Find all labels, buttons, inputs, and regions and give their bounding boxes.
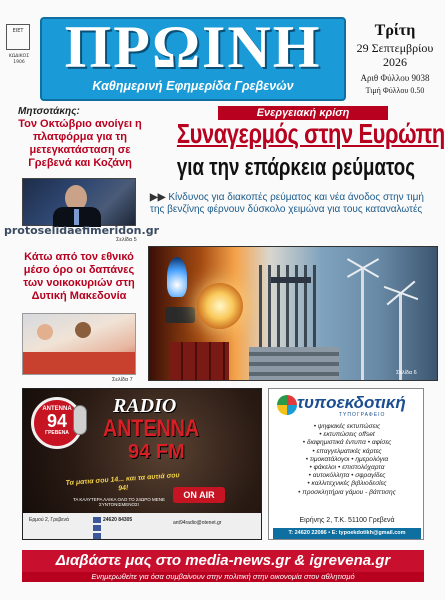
- main-page-ref: Σελίδα 6: [396, 370, 417, 376]
- main-headline[interactable]: [176, 118, 445, 150]
- badge-bottom-text: ΓΡΕΒΕΝΑ: [45, 430, 69, 436]
- printing-logo-icon: [277, 395, 297, 415]
- radio-address: Ερμού 2, Γρεβενά: [29, 517, 69, 523]
- service-item: • φάκελοι • επιστολόχαρτα: [309, 464, 385, 472]
- main-headline-text: Συναγερμός στην Ευρώπη: [176, 118, 445, 149]
- radio-phone: 24620 84305: [103, 517, 133, 523]
- radio-email: ant94radio@otenet.gr: [173, 520, 222, 526]
- masthead: [40, 14, 346, 101]
- oil-barrels: [169, 342, 229, 381]
- story1-kicker: Μητσοτάκης:: [18, 106, 80, 117]
- bottom-tagline: Ενημερωθείτε για όσα συμβαίνουν στην πολιτική στην οικονομία στον αθλητισμό: [22, 572, 424, 582]
- wind-turbine-icon: [361, 267, 364, 381]
- wind-turbine-icon: [399, 292, 402, 381]
- photo-child: [75, 322, 91, 338]
- service-item: • προσκλητήρια γάμου - βάπτισης: [298, 488, 396, 496]
- story2-photo: [22, 313, 136, 375]
- newspaper-subtitle: Καθημερινή Εφημερίδα Γρεβενών: [92, 79, 294, 93]
- main-photo-energy: [148, 246, 438, 381]
- story2-page-ref: Σελίδα 7: [112, 377, 133, 383]
- services-list: [269, 423, 424, 497]
- printing-house-ad[interactable]: [268, 388, 424, 540]
- service-item: • επαγγελματικές κάρτες: [312, 447, 382, 455]
- issue-number: Αριθ Φύλλου 9038: [360, 73, 430, 83]
- radio-slogan: Τα ματια σου 14... και τα αυτιά σου 94!: [65, 472, 180, 493]
- service-item: • εκτυπώσεις offset: [319, 431, 375, 439]
- service-item: • ψηφιακές εκτυπώσεις: [313, 423, 381, 430]
- website-banner[interactable]: Διαβάστε μας στο media-news.gr & igrevena.gr: [22, 550, 424, 572]
- pipelines: [249, 347, 339, 381]
- lightbulb-icon: [197, 283, 243, 329]
- microphone-icon: [73, 405, 87, 435]
- on-air-sign: ON AIR: [173, 487, 225, 503]
- story1-photo: [22, 178, 136, 226]
- date-label: 29 Σεπτεμβρίου 2026: [356, 41, 434, 69]
- main-kicker: Ενεργειακή κρίση: [218, 106, 388, 120]
- left-column: [18, 106, 142, 170]
- printing-address: Ειρήνης 2, Τ.Κ. 51100 Γρεβενά: [299, 517, 395, 524]
- service-item: • τιμοκατάλογοι • ημερολόγια: [305, 455, 389, 463]
- printing-logo-text: τυποεκδοτική: [297, 393, 406, 412]
- story1-page-ref: Σελίδα 5: [116, 237, 137, 243]
- photo-table: [23, 352, 136, 375]
- story2-headline[interactable]: Κάτω από τον εθνικό μέσο όρο οι δαπάνες των νοικοκυριών στη Δυτική Μακεδονία: [23, 251, 135, 302]
- photo-tie: [74, 209, 79, 225]
- lead-arrow-icon: ▶▶: [150, 192, 166, 203]
- service-item: • διαφημιστικά έντυπα • αφίσες: [302, 439, 392, 447]
- masthead-side-label: [4, 22, 34, 92]
- radio-word: RADIO: [113, 395, 177, 417]
- eiet-seal: ΕΙΕΤ: [6, 24, 30, 50]
- main-lead-text: Κίνδυνος για διακοπές ρεύματος και νέα άνοδος στην τιμή της βενζίνης φέρνουν δύσκολο χειμώνα για τους καταναλωτές: [150, 192, 424, 215]
- day-label: Τρίτη: [374, 22, 416, 39]
- photo-child: [37, 324, 53, 340]
- code-label: ΚΩΔΙΚΟΣ 1906: [8, 54, 30, 65]
- site-watermark: protoselidaefimeridon.gr: [4, 224, 159, 237]
- main-subheadline[interactable]: για την επάρκεια ρεύματος: [176, 154, 415, 181]
- radio-contact-strip: [23, 513, 262, 540]
- radio-antenna-ad[interactable]: [22, 388, 262, 540]
- service-item: • καλλιτεχνικές βιβλιοδεσίες: [307, 480, 387, 488]
- story1-headline[interactable]: Τον Οκτώβριο ανοίγει η πλατφόρμα για τη μετεγκατάσταση σε Γρεβενά και Κοζάνη: [18, 118, 142, 169]
- printing-contact: Τ: 24620 22086 • E: typoekdotikh@gmail.com: [273, 528, 421, 539]
- industrial-plant-beam: [271, 277, 311, 283]
- service-item: • αυτοκόλλητα • σφραγίδες: [308, 472, 386, 480]
- antenna-word: ANTENNA: [103, 415, 200, 442]
- newspaper-title: ΠΡΩΙΝΗ: [64, 14, 322, 80]
- plug-icon: [165, 307, 195, 323]
- date-block: [350, 22, 440, 95]
- issue-price: Τιμή Φύλλου 0.50: [365, 86, 425, 95]
- printing-logo-sub: ΤΥΠΟΓΡΑΦΕΙΟ: [339, 412, 386, 418]
- radio-slogan-small: ΤΑ ΚΑΛΥΤΕΡΑ ΛΑΙΚΑ ΟΛΟ ΤΟ 24ΩΡΟ ΜΕΝΕ ΣΥΝΤΟΝΙΣΜΕΝΟΣ!: [72, 497, 166, 507]
- gas-flame-icon: [167, 257, 187, 297]
- main-lead: [150, 192, 438, 216]
- badge-frequency: 94: [46, 411, 68, 431]
- badge-top-text: ANTENNA: [42, 406, 72, 412]
- social-icons: [93, 515, 101, 539]
- fm-frequency: 94 FM: [128, 441, 185, 463]
